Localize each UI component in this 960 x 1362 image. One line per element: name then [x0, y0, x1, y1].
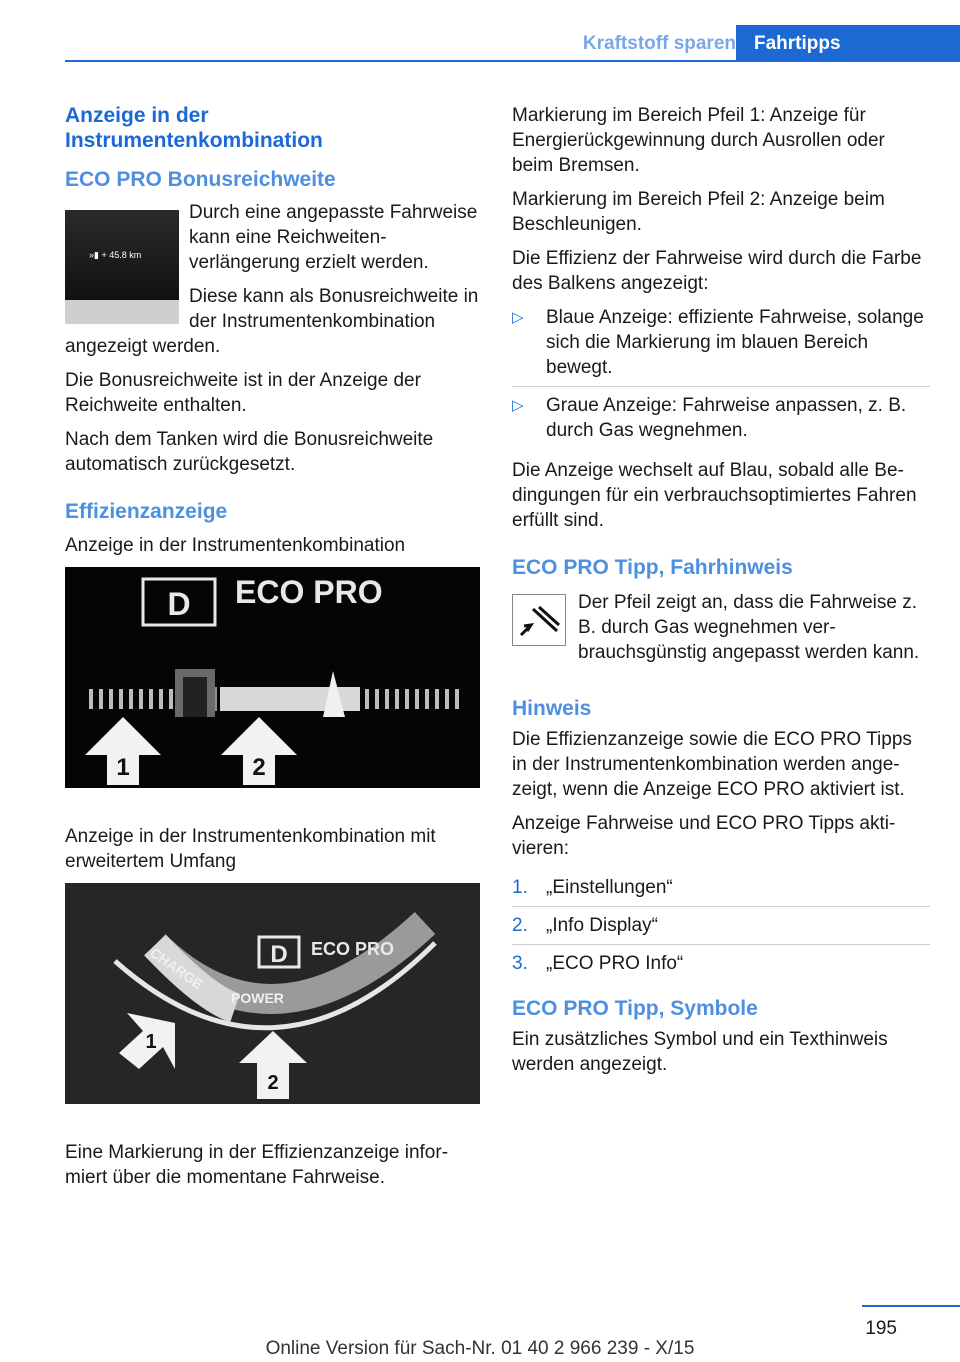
fuel-pump-icon: »▮: [89, 250, 99, 260]
hinweis-paragraph-2: Anzeige Fahrweise und ECO PRO Tipps aktivieren:: [512, 813, 896, 859]
settings-steps-list: [512, 875, 930, 982]
left-column: [65, 103, 480, 1199]
list-item: ▷ Graue Anzeige: Fahrweise anpassen, z. B. durch Gas wegnehmen.: [512, 395, 907, 441]
power-label: POWER: [231, 990, 284, 1006]
bonus-range-image: [65, 210, 179, 324]
hinweis-paragraph-1: Die Effizienzanzeige sowie die ECO PRO Tipps in der Instrumentenkombination werden angezeigt, wenn die Anzeige ECO PRO aktiviert ist.: [512, 729, 912, 800]
right-paragraph-1: Markierung im Bereich Pfeil 1: Anzeige für Energierückgewinnung durch Ausrollen oder beim Bremsen.: [512, 105, 885, 176]
gear-indicator: D: [167, 586, 191, 622]
arrow-1-label: 1: [116, 754, 130, 781]
tipp-block: [512, 590, 930, 674]
list-item: 3. „ECO PRO Info“: [512, 953, 684, 974]
right-paragraph-4: Die Anzeige wechselt auf Blau, sobald alle Bedingungen für ein verbrauchsoptimiertes Fahren erfüllt sind.: [512, 460, 917, 531]
eff-paragraph-1: Anzeige in der Instrumentenkombination: [65, 535, 406, 556]
bonus-block: [65, 196, 480, 477]
bonus-paragraph-2: Diese kann als Bonusreichweite in der Instrumentenkombination angezeigt werden.: [65, 286, 479, 357]
bonus-paragraph-3: Die Bonusreichweite ist in der Anzeige der Reichweite enthalten.: [65, 370, 421, 416]
heading-hinweis: Hinweis: [512, 697, 592, 720]
color-bullet-list: [512, 305, 930, 449]
coasting-arrow-icon: [512, 594, 566, 646]
header-chapter-tab: Fahrtipps: [736, 25, 960, 62]
charge-label: CHARGE: [147, 944, 207, 993]
gear-indicator-extended: D: [270, 941, 288, 968]
right-paragraph-3: Die Effizienz der Fahrweise wird durch die Farbe des Balkens angezeigt:: [512, 248, 922, 294]
extended-gauge-graphic: [65, 883, 480, 1104]
eco-pro-label-extended: ECO PRO: [311, 939, 395, 959]
efficiency-bar-graphic: [65, 567, 480, 788]
eco-pro-label: ECO PRO: [235, 574, 383, 610]
bonus-range-value: + 45.8 km: [101, 250, 142, 260]
eff-paragraph-2: Anzeige in der Instrumentenkombination mit erweitertem Umfang: [65, 826, 436, 872]
bonus-paragraph-1: Durch eine angepasste Fahrweise kann eine Reichweitenverlängerung erzielt werden.: [189, 202, 478, 273]
list-item: ▷ Blaue Anzeige: effiziente Fahrweise, solange sich die Markierung im blauen Bereich bewegt.: [512, 305, 930, 387]
triangle-bullet-icon: ▷: [512, 397, 524, 414]
extended-efficiency-figure: [65, 883, 480, 1104]
symbole-paragraph: Ein zusätzliches Symbol und ein Texthinweis werden angezeigt.: [512, 1029, 888, 1075]
heading-eco-pro-tipp: ECO PRO Tipp, Fahrhinweis: [512, 556, 793, 579]
eff-paragraph-3: Eine Markierung in der Effizienzanzeige informiert über die momentane Fahrweise.: [65, 1142, 449, 1188]
footer-rule: [862, 1305, 960, 1307]
heading-anzeige: Anzeige in der Instrumentenkombination: [65, 104, 323, 152]
header-section-title: Kraftstoff sparen: [582, 33, 736, 54]
page-number: 195: [865, 1318, 897, 1339]
tipp-paragraph: Der Pfeil zeigt an, dass die Fahrweise z. B. durch Gas wegnehmen verbrauchsgünstig angepasst werden kann.: [578, 592, 920, 663]
arrow-2-label: 2: [252, 754, 266, 781]
efficiency-display-figure: [65, 567, 480, 788]
list-item: 2. „Info Display“: [512, 913, 930, 945]
right-column: [512, 103, 930, 1086]
triangle-bullet-icon: ▷: [512, 309, 524, 326]
list-item: 1. „Einstellungen“: [512, 875, 930, 907]
arrow-1-label-extended: 1: [145, 1031, 157, 1053]
bonus-paragraph-4: Nach dem Tanken wird die Bonusreichweite automatisch zurückgesetzt.: [65, 429, 434, 475]
heading-symbole: ECO PRO Tipp, Symbole: [512, 997, 758, 1020]
header-rule: [65, 60, 960, 62]
right-paragraph-2: Markierung im Bereich Pfeil 2: Anzeige beim Beschleunigen.: [512, 189, 885, 235]
heading-effizienzanzeige: Effizienzanzeige: [65, 500, 228, 523]
footer-version-text: Online Version für Sach-Nr. 01 40 2 966 239 - X/15: [265, 1338, 695, 1359]
arrow-2-label-extended: 2: [267, 1072, 279, 1094]
heading-bonusreichweite: ECO PRO Bonusreichweite: [65, 168, 336, 191]
